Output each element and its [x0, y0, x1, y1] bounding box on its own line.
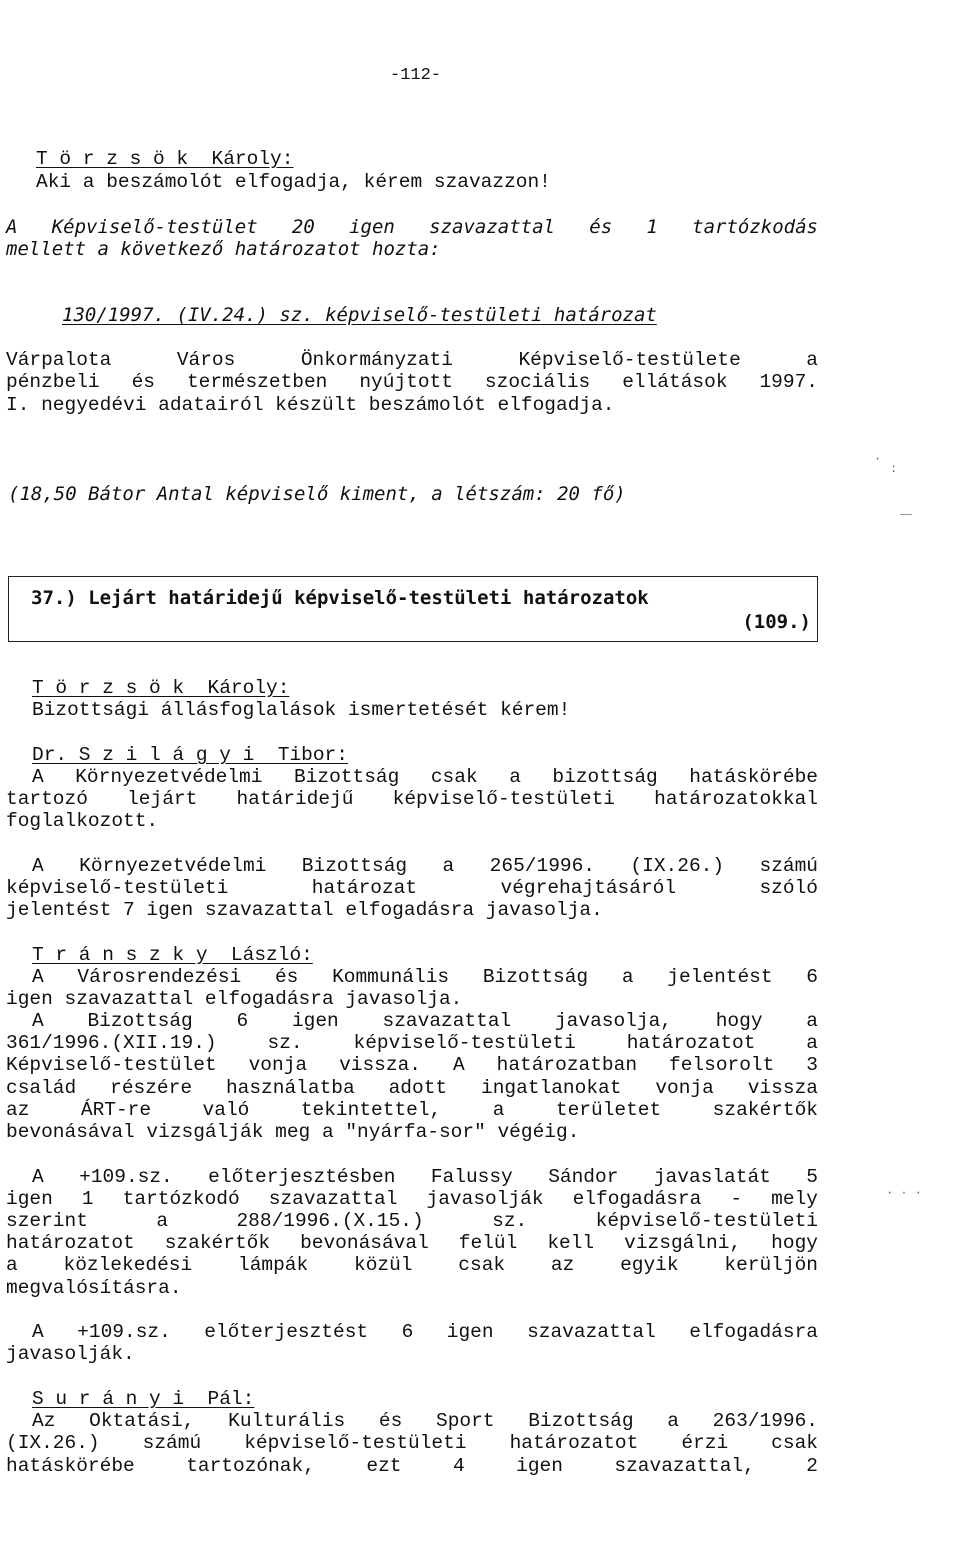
paragraph-line: igen szavazattal elfogadásra javasolja. [6, 988, 463, 1010]
paragraph-line: A Környezetvédelmi Bizottság csak a bizottság hatáskörébe [32, 766, 818, 788]
paragraph-line: 361/1996.(XII.19.) sz. képviselő-testületi határozatot a [6, 1032, 818, 1054]
paragraph-line: A +109.sz. előterjesztésben Falussy Sándor javaslatát 5 [32, 1166, 818, 1188]
speaker-text: Aki a beszámolót elfogadja, kérem szavazzon! [36, 171, 551, 193]
paragraph-line: bevonásával vizsgálják meg a "nyárfa-sor" végéig. [6, 1121, 580, 1143]
paragraph-line: a közlekedési lámpák közül csak az egyik kerüljön [6, 1254, 818, 1276]
paragraph-line: határozatot szakértők bevonásával felül kell vizsgálni, hogy [6, 1232, 818, 1254]
agenda-item-box [8, 576, 818, 642]
paragraph-line: foglalkozott. [6, 810, 159, 832]
scan-mark: · · · [886, 1186, 923, 1200]
attendance-note: (18,50 Bátor Antal képviselő kiment, a létszám: 20 fő) [8, 483, 626, 505]
speaker-name [32, 677, 289, 699]
paragraph-line: A Környezetvédelmi Bizottság a 265/1996. (IX.26.) számú [32, 855, 818, 877]
agenda-item-title: 37.) Lejárt határidejű képviselő-testületi határozatok [31, 587, 649, 609]
resolution-line: pénzbeli és természetben nyújtott szociális ellátások 1997. [6, 371, 818, 393]
agenda-item-number: (109.) [742, 611, 811, 633]
speaker-name [36, 148, 293, 170]
paragraph-line: szerint a 288/1996.(X.15.) sz. képviselő-testületi [6, 1210, 818, 1232]
speaker-label: Dr. S z i l á g y i Tibor: [32, 744, 348, 766]
paragraph-line: Képviselő-testület vonja vissza. A határozatban felsorolt 3 [6, 1054, 818, 1076]
paragraph-line: hatáskörébe tartozónak, ezt 4 igen szavazattal, 2 [6, 1455, 818, 1477]
paragraph-line: igen 1 tartózkodó szavazattal javasolják elfogadásra - mely [6, 1188, 818, 1210]
resolution-line: I. negyedévi adatairól készült beszámolót elfogadja. [6, 394, 615, 416]
resolution-line: Várpalota Város Önkormányzati Képviselő-testülete a [6, 349, 818, 371]
speaker-label: T ö r z s ö k Károly: [36, 148, 294, 170]
speaker-name [32, 744, 348, 766]
scan-mark: : [890, 462, 898, 476]
paragraph-line: A Bizottság 6 igen szavazattal javasolja, hogy a [32, 1010, 818, 1032]
paragraph-line: javasolják. [6, 1343, 135, 1365]
speaker-name [32, 1388, 254, 1410]
paragraph-line: család részére használatba adott ingatlanokat vonja vissza [6, 1077, 818, 1099]
paragraph-line: az ÁRT-re való tekintettel, a területet szakértők [6, 1099, 818, 1121]
scan-mark: · [874, 452, 882, 466]
page-number: -112- [390, 66, 442, 85]
vote-result-line: mellett a következő határozatot hozta: [6, 238, 441, 260]
paragraph-line: megvalósításra. [6, 1277, 182, 1299]
paragraph-line: képviselő-testületi határozat végrehajtásáról szóló [6, 877, 818, 899]
speaker-label: T r á n s z k y László: [32, 944, 313, 966]
speaker-name [32, 944, 313, 966]
paragraph-line: A +109.sz. előterjesztést 6 igen szavazattal elfogadásra [32, 1321, 818, 1343]
speaker-text: Bizottsági állásfoglalások ismertetését kérem! [32, 699, 571, 721]
paragraph-line: jelentést 7 igen szavazattal elfogadásra javasolja. [6, 899, 603, 921]
scan-mark [900, 514, 912, 515]
paragraph-line: (IX.26.) számú képviselő-testületi határozatot érzi csak [6, 1432, 818, 1454]
paragraph-line: A Városrendezési és Kommunális Bizottság a jelentést 6 [32, 966, 818, 988]
paragraph-line: Az Oktatási, Kulturális és Sport Bizottság a 263/1996. [32, 1410, 818, 1432]
speaker-label: S u r á n y i Pál: [32, 1388, 255, 1410]
speaker-label: T ö r z s ö k Károly: [32, 677, 290, 699]
vote-result-line: A Képviselő-testület 20 igen szavazattal és 1 tartózkodás [6, 216, 818, 238]
paragraph-line: tartozó lejárt határidejű képviselő-testületi határozatokkal [6, 788, 818, 810]
resolution-title: 130/1997. (IV.24.) sz. képviselő-testületi határozat [62, 304, 657, 326]
